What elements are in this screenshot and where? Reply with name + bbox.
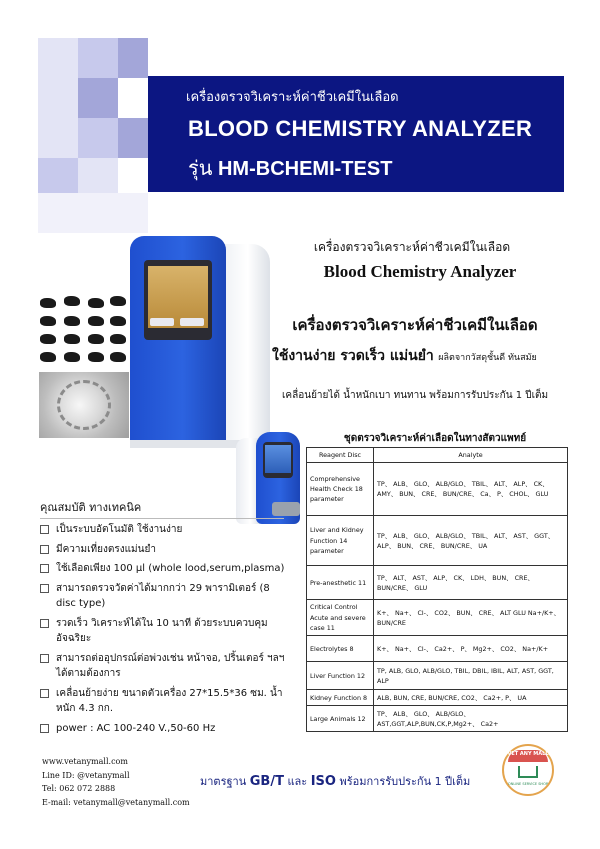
- shopping-cart-icon: [518, 766, 538, 778]
- analyte-cell: TP、 ALB、 GLO、 ALB/GLO、 TBIL、 ALT、 ALP、 CK、 AMY、 BUN、 CRE、 BUN/CRE、 Ca、 P、 CHOL、 GLU: [374, 463, 568, 516]
- reagent-disc-ring: [57, 380, 111, 430]
- intro-features-small: ผลิตจากวัสดุชั้นดี ทันสมัย: [438, 353, 537, 363]
- decor-square: [78, 158, 118, 193]
- device-screen-button: [150, 318, 174, 326]
- checkbox-icon: [40, 689, 49, 698]
- panel-table-title: ชุดตรวจวิเคราะห์ค่าเลือดในทางสัตวแพทย์: [343, 433, 527, 444]
- model-prefix: รุ่น: [188, 158, 213, 180]
- bird-icon: [110, 296, 126, 306]
- bear-icon: [40, 352, 56, 362]
- rabbit-icon: [88, 298, 104, 308]
- table-row: [307, 600, 568, 636]
- decor-square: [78, 78, 118, 118]
- decor-square: [38, 193, 148, 233]
- analyte-cell: TP、 ALB、 GLO、 ALB/GLO、 AST,GGT,ALP,BUN,CK,P,Mg2+、 Ca2+: [374, 706, 568, 732]
- checkbox-icon: [40, 654, 49, 663]
- banner-model: [188, 152, 392, 184]
- standard-prefix: มาตรฐาน: [200, 775, 247, 788]
- banner-english-title: BLOOD CHEMISTRY ANALYZER: [188, 116, 533, 141]
- spec-text: มีความเที่ยงตรงแม่นยำ: [56, 543, 156, 555]
- spec-item: [40, 721, 290, 737]
- table-row: [307, 516, 568, 566]
- intro-english-title: Blood Chemistry Analyzer: [323, 262, 517, 281]
- goat-icon: [88, 352, 104, 362]
- device-screen-display: [265, 445, 291, 473]
- intro-features: [272, 345, 572, 367]
- header-analyte: Analyte: [374, 448, 568, 463]
- vetanymall-logo: [502, 744, 554, 796]
- spec-item: [40, 581, 290, 612]
- decor-square: [38, 158, 78, 193]
- analyte-cell: TP、 ALT、 AST、 ALP、 CK、 LDH、 BUN、 CRE、 BUN/CRE、 GLU: [374, 566, 568, 600]
- table-row: [307, 706, 568, 732]
- sheep-icon: [64, 334, 80, 344]
- logo-subtext: ONLINE SERVICE SHOP: [508, 782, 548, 786]
- reagent-disc-cell: Critical Control Acute and severe case 11: [307, 600, 374, 636]
- contact-website[interactable]: www.vetanymall.com: [42, 757, 128, 766]
- reagent-disc-photo: [39, 372, 129, 438]
- analyzer-device-image: [130, 236, 270, 451]
- pig-icon: [88, 334, 104, 344]
- intro-warranty: เคลื่อนย้ายได้ น้ำหนักเบา ทนทาน พร้อมการรับประกัน 1 ปีเต็ม: [282, 390, 549, 401]
- standards-line: [200, 772, 470, 790]
- device-screen: [263, 442, 293, 478]
- specs-heading: คุณสมบัติ ทางเทคนิค: [40, 498, 284, 519]
- intro-features-main: ใช้งานง่าย รวดเร็ว แม่นยำ: [272, 348, 434, 364]
- reagent-disc-cell: Electrolytes 8: [307, 636, 374, 662]
- reagent-disc-cell: Comprehensive Health Check 18 parameter: [307, 463, 374, 516]
- decor-square: [118, 118, 148, 158]
- checkbox-icon: [40, 724, 49, 733]
- device-screen: [144, 260, 212, 340]
- cow-icon: [64, 316, 80, 326]
- standard-gb: GB/T: [249, 774, 284, 789]
- spec-item: [40, 542, 290, 558]
- checkbox-icon: [40, 584, 49, 593]
- dog-icon: [40, 298, 56, 308]
- contact-email[interactable]: E-mail: vetanymall@vetanymall.com: [42, 797, 190, 807]
- intro-thai-title: เครื่องตรวจวิเคราะห์ค่าชีวเคมีในเลือด: [313, 240, 511, 254]
- spec-text: รวดเร็ว วิเคราะห์ได้ใน 10 นาที ด้วยระบบควบคุมอัจฉริยะ: [56, 617, 268, 644]
- animal-silhouettes: [40, 294, 130, 364]
- model-name: HM-BCHEMI-TEST: [217, 158, 393, 180]
- reagent-disc-cell: Liver and Kidney Function 14 parameter: [307, 516, 374, 566]
- decor-square: [78, 38, 118, 78]
- contact-line-id: Line ID: @vetanymall: [42, 770, 130, 780]
- decor-square: [38, 118, 78, 158]
- analyte-cell: TP、 ALB、 GLO、 ALB/GLO、 TBIL、 ALT、 AST、 GGT、 ALP、 BUN、 CRE、 BUN/CRE、 UA: [374, 516, 568, 566]
- spec-text: สามารถตรวจวัดค่าได้มากกว่า 29 พารามิเตอร์ (8 disc type): [56, 582, 270, 609]
- decor-square: [118, 38, 148, 78]
- reagent-disc-cell: Pre-anesthetic 11: [307, 566, 374, 600]
- checkbox-icon: [40, 545, 49, 554]
- analyte-cell: K+、 Na+、 Cl-、 CO2、 BUN、 CRE、 ALT GLU Na+/K+、 BUN/CRE: [374, 600, 568, 636]
- standard-warranty: พร้อมการรับประกัน 1 ปีเต็ม: [339, 775, 471, 788]
- table-row: [307, 636, 568, 662]
- banner-thai-title: เครื่องตรวจวิเคราะห์ค่าชีวเคมีในเลือด: [186, 90, 399, 105]
- title-banner: [148, 76, 564, 192]
- panel-table: [306, 447, 568, 732]
- checkbox-icon: [40, 564, 49, 573]
- reagent-disc-cell: Large Animals 12: [307, 706, 374, 732]
- logo-text: VET ANY MALL: [507, 751, 549, 757]
- device-screen-button: [180, 318, 204, 326]
- cattle-icon: [64, 352, 80, 362]
- fish-icon: [40, 316, 56, 326]
- reagent-disc-cell: Kidney Function 8: [307, 690, 374, 706]
- standard-iso: ISO: [310, 774, 336, 789]
- horse-icon: [110, 316, 126, 326]
- spec-item: [40, 616, 290, 647]
- decor-square: [38, 78, 78, 118]
- spec-item: [40, 651, 290, 682]
- contact-info: [42, 755, 190, 809]
- intro-thai-heading: เครื่องตรวจวิเคราะห์ค่าชีวเคมีในเลือด: [292, 316, 538, 334]
- analyte-cell: TP, ALB, GLO, ALB/GLO, TBIL, DBIL, IBIL, ALT, AST, GGT, ALP: [374, 662, 568, 690]
- spec-item: [40, 686, 290, 717]
- table-row: [307, 690, 568, 706]
- deer-icon: [110, 334, 126, 344]
- spec-text: เคลื่อนย้ายง่าย ขนาดตัวเครื่อง 27*15.5*36 ซม. น้ำหนัก 4.3 กก.: [56, 687, 283, 714]
- dog-icon: [110, 352, 126, 362]
- specs-list: [40, 522, 290, 740]
- spec-text: เป็นระบบอัตโนมัติ ใช้งานง่าย: [56, 524, 183, 535]
- analyte-cell: ALB, BUN, CRE, BUN/CRE, CO2、 Ca2+, P、 UA: [374, 690, 568, 706]
- decor-square: [38, 38, 78, 78]
- spec-text: สามารถต่ออุปกรณ์ต่อพ่วงเช่น หน้าจอ, ปริ้นเตอร์ ฯลฯ ได้ตามต้องการ: [56, 652, 285, 679]
- contact-tel: Tel: 062 072 2888: [42, 784, 116, 793]
- checkbox-icon: [40, 525, 49, 534]
- spec-item: [40, 561, 290, 577]
- standard-and: และ: [287, 775, 308, 788]
- table-row: [307, 662, 568, 690]
- cat-icon: [64, 296, 80, 306]
- goat-icon: [40, 334, 56, 344]
- table-row: [307, 566, 568, 600]
- header-reagent-disc: Reagent Disc: [307, 448, 374, 463]
- spec-text: power : AC 100-240 V.,50-60 Hz: [56, 722, 216, 734]
- analyte-cell: K+、 Na+、 Cl-、 Ca2+、 P、 Mg2+、 CO2、 Na+/K+: [374, 636, 568, 662]
- table-header-row: [307, 448, 568, 463]
- decor-square: [78, 118, 118, 158]
- checkbox-icon: [40, 619, 49, 628]
- reagent-disc-cell: Liver Function 12: [307, 662, 374, 690]
- spec-text: ใช้เลือดเพียง 100 µl (whole lood,serum,plasma): [56, 563, 285, 574]
- table-row: [307, 463, 568, 516]
- camel-icon: [88, 316, 104, 326]
- spec-item: [40, 522, 290, 538]
